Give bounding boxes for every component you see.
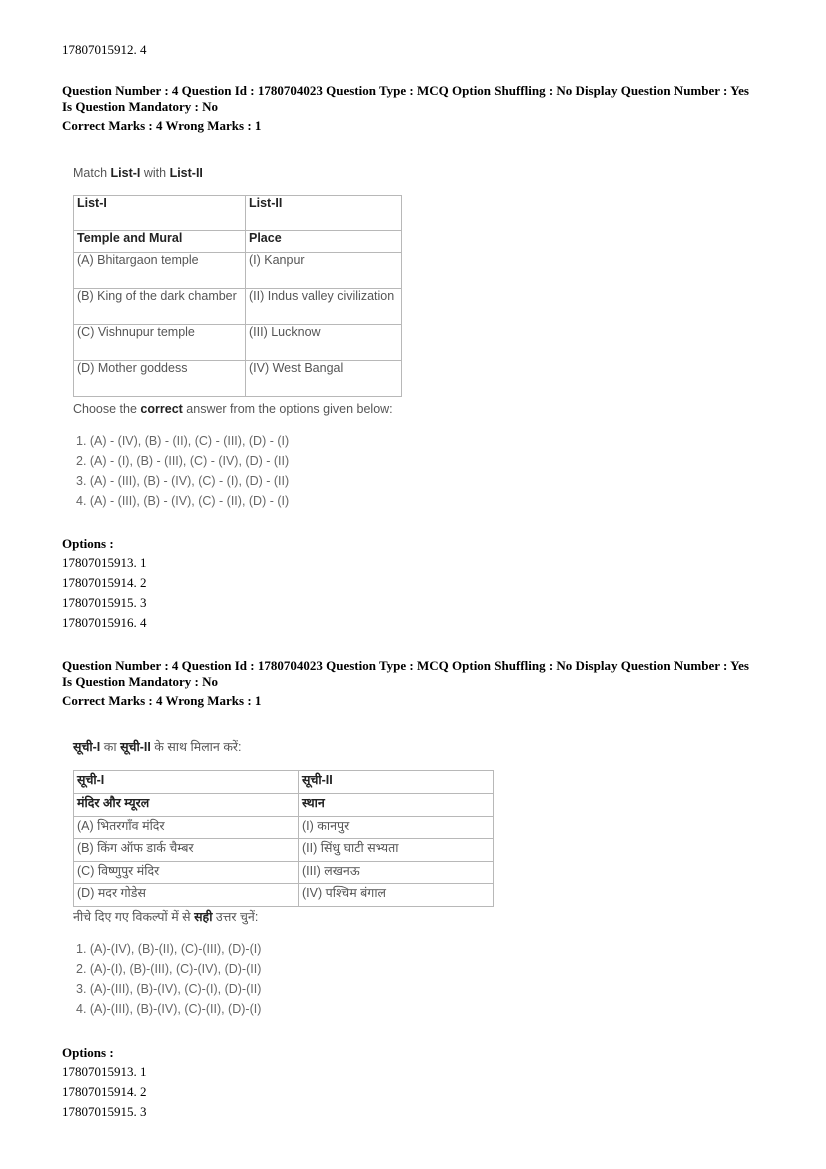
q1-table-head-col2: List-II [246, 196, 402, 231]
q2-instruction-suffix: के साथ मिलान करें: [150, 740, 242, 754]
q1-choice-4: 4. (A) - (III), (B) - (IV), (C) - (II), (D) - (I) [76, 494, 290, 508]
q1-choice-1: 1. (A) - (IV), (B) - (II), (C) - (III), (D) - (I) [76, 434, 290, 448]
q1-meta-line2: Is Question Mandatory : No [62, 99, 219, 114]
q1-table-head-col1: List-I [74, 196, 246, 231]
q1-option-4: 17807015916. 4 [62, 615, 147, 630]
table-row [74, 862, 494, 884]
q2-choice-3: 3. (A)-(III), (B)-(IV), (C)-(I), (D)-(II) [76, 982, 262, 996]
q2-instruction-mid: का [100, 740, 121, 754]
table-row [74, 884, 494, 907]
q1-choose-instruction [73, 401, 393, 417]
q1-option-3: 17807015915. 3 [62, 595, 147, 610]
q1-choose-bold: correct [140, 402, 183, 416]
q2-meta-line2: Is Question Mandatory : No [62, 674, 219, 689]
q1-table-header-row [74, 196, 402, 231]
q2-instruction-list2: सूची-II [120, 740, 151, 754]
q1-choose-prefix: Choose the [73, 402, 141, 416]
q2-table-subhead-col2: स्थान [299, 794, 494, 817]
table-row [74, 253, 402, 289]
q1-choice-2: 2. (A) - (I), (B) - (III), (C) - (IV), (D) - (II) [76, 454, 290, 468]
table-row [74, 325, 402, 361]
q1-instruction-list2: List-II [169, 166, 203, 180]
q1-instruction [73, 165, 203, 181]
table-cell: (C) Vishnupur temple [74, 325, 246, 361]
q2-table-head-col1: सूची-I [74, 771, 299, 794]
table-row [74, 361, 402, 397]
header-line: 17807015912. 4 [62, 42, 147, 57]
q2-instruction-list1: सूची-I [73, 740, 101, 754]
q1-marks-line: Correct Marks : 4 Wrong Marks : 1 [62, 118, 262, 133]
table-cell: (I) Kanpur [246, 253, 402, 289]
q2-choose-instruction [73, 909, 258, 925]
table-cell: (A) Bhitargaon temple [74, 253, 246, 289]
table-row [74, 839, 494, 862]
q2-instruction [73, 739, 242, 755]
q2-marks-line: Correct Marks : 4 Wrong Marks : 1 [62, 693, 262, 708]
q2-meta-line1: Question Number : 4 Question Id : 1780704023 Question Type : MCQ Option Shuffling : No Display Question Number : Yes [62, 658, 749, 673]
q1-option-1: 17807015913. 1 [62, 555, 147, 570]
q1-choose-suffix: answer from the options given below: [182, 402, 393, 416]
q1-option-2: 17807015914. 2 [62, 575, 147, 590]
q2-table-header-row [74, 771, 494, 794]
q2-table-subheader-row [74, 794, 494, 817]
q2-choose-prefix: नीचे दिए गए विकल्पों में से [73, 910, 195, 924]
table-cell: (II) सिंधु घाटी सभ्यता [299, 839, 494, 862]
q2-choose-bold: सही [194, 910, 213, 924]
q2-choose-suffix: उत्तर चुनें: [212, 910, 259, 924]
table-cell: (III) Lucknow [246, 325, 402, 361]
table-cell: (I) कानपुर [299, 817, 494, 839]
table-cell: (II) Indus valley civilization [246, 289, 402, 325]
q1-table-subhead-col1: Temple and Mural [74, 231, 246, 253]
q2-choice-4: 4. (A)-(III), (B)-(IV), (C)-(II), (D)-(I) [76, 1002, 262, 1016]
q2-options-label: Options : [62, 1045, 114, 1060]
q1-table-subhead-col2: Place [246, 231, 402, 253]
q2-choice-2: 2. (A)-(I), (B)-(III), (C)-(IV), (D)-(II) [76, 962, 262, 976]
table-cell: (D) मदर गोडेस [74, 884, 299, 907]
table-row [74, 817, 494, 839]
table-cell: (D) Mother goddess [74, 361, 246, 397]
q2-option-2: 17807015914. 2 [62, 1084, 147, 1099]
q2-option-3: 17807015915. 3 [62, 1104, 147, 1119]
q1-choice-3: 3. (A) - (III), (B) - (IV), (C) - (I), (D) - (II) [76, 474, 290, 488]
table-cell: (III) लखनऊ [299, 862, 494, 884]
q1-instruction-list1: List-I [110, 166, 141, 180]
table-cell: (B) King of the dark chamber [74, 289, 246, 325]
table-cell: (B) किंग ऑफ डार्क चैम्बर [74, 839, 299, 862]
q1-table-subheader-row [74, 231, 402, 253]
q2-table-subhead-col1: मंदिर और म्यूरल [74, 794, 299, 817]
table-cell: (IV) West Bangal [246, 361, 402, 397]
q2-option-1: 17807015913. 1 [62, 1064, 147, 1079]
q2-match-table [73, 770, 494, 907]
table-row [74, 289, 402, 325]
q1-options-label: Options : [62, 536, 114, 551]
q1-instruction-mid: with [140, 166, 170, 180]
q1-instruction-prefix: Match [73, 166, 111, 180]
table-cell: (A) भितरगाँव मंदिर [74, 817, 299, 839]
table-cell: (IV) पश्चिम बंगाल [299, 884, 494, 907]
q2-choice-1: 1. (A)-(IV), (B)-(II), (C)-(III), (D)-(I) [76, 942, 262, 956]
table-cell: (C) विष्णुपुर मंदिर [74, 862, 299, 884]
q1-match-table [73, 195, 402, 397]
q2-table-head-col2: सूची-II [299, 771, 494, 794]
q1-meta-line1: Question Number : 4 Question Id : 1780704023 Question Type : MCQ Option Shuffling : No Display Question Number : Yes [62, 83, 749, 98]
